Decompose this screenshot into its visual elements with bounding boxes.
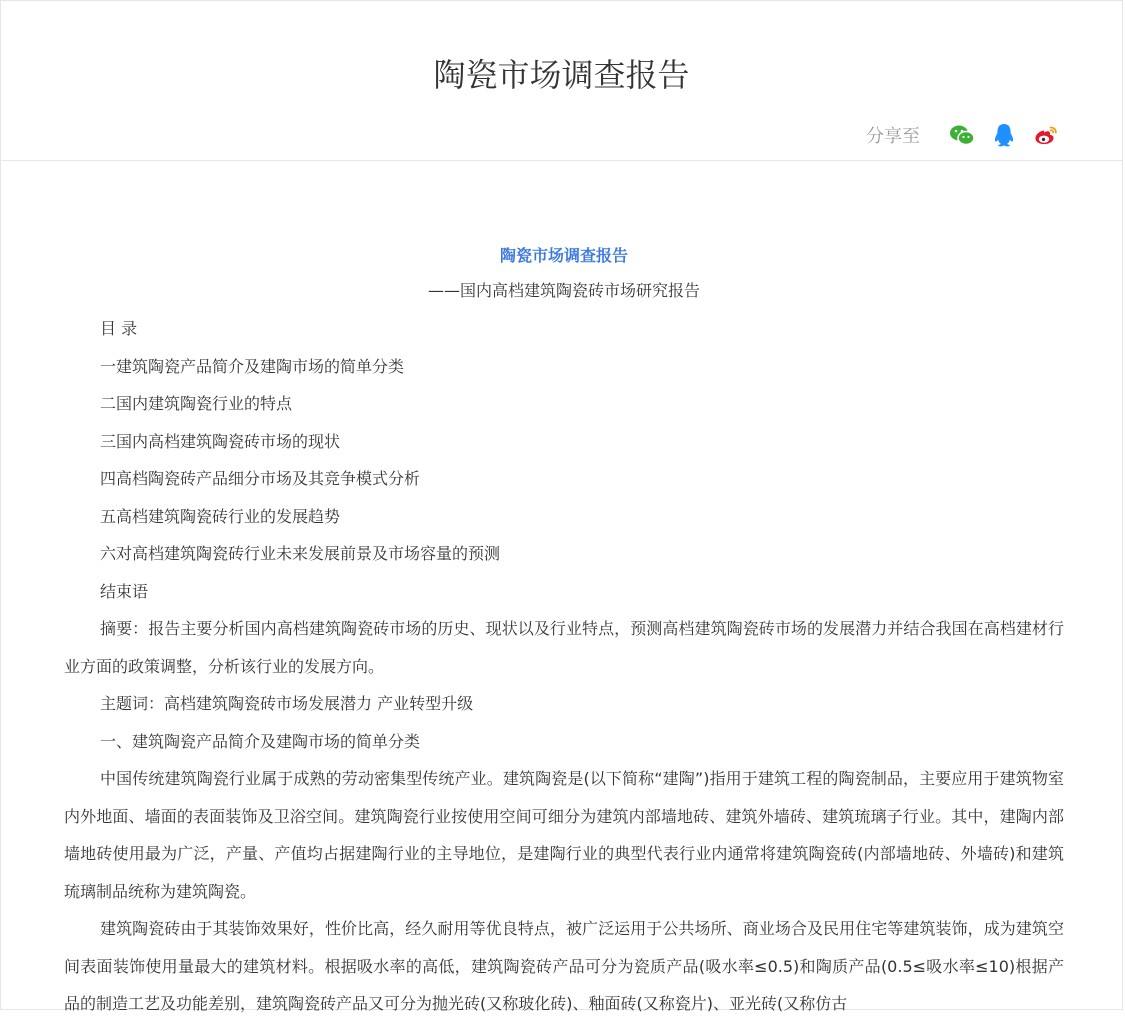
wechat-icon[interactable] (948, 121, 976, 149)
qq-icon[interactable] (990, 121, 1018, 149)
toc-item: 五高档建筑陶瓷砖行业的发展趋势 (100, 506, 341, 526)
toc-item: 三国内高档建筑陶瓷砖市场的现状 (100, 431, 341, 451)
section-heading: 一、建筑陶瓷产品简介及建陶市场的简单分类 (100, 731, 421, 751)
article-title: 陶瓷市场调查报告 (499, 246, 628, 265)
toc-item: 四高档陶瓷砖产品细分市场及其竞争模式分析 (100, 469, 421, 488)
share-bar (866, 119, 1060, 151)
page-header (1, 1, 1122, 161)
weibo-icon[interactable] (1032, 121, 1060, 149)
toc-item: 结束语 (100, 581, 149, 601)
toc-item: 一建筑陶瓷产品简介及建陶市场的简单分类 (100, 356, 405, 376)
toc-heading: 目 录 (100, 319, 138, 338)
toc-item: 二国内建筑陶瓷行业的特点 (100, 394, 293, 413)
abstract-paragraph: 摘要：报告主要分析国内高档建筑陶瓷砖市场的历史、现状以及行业特点，预测高档建筑陶瓷砖市场的发展潜力并结合我国在高档建材行业方面的政策调整，分析该行业的发展方向。 (64, 619, 1064, 676)
body-paragraph: 中国传统建筑陶瓷行业属于成熟的劳动密集型传统产业。建筑陶瓷是(以下简称“建陶”)指用于建筑工程的陶瓷制品，主要应用于建筑物室内外地面、墙面的表面装饰及卫浴空间。建筑陶瓷行业按使用空间可细分为建筑内部墙地砖、建筑外墙砖、建筑琉璃子行业。其中，建陶内部墙地砖使用最为广泛，产量、产值均占据建陶行业的主导地位，是建陶行业的典型代表行业内通常将建筑陶瓷砖(内部墙地砖、外墙砖)和建筑琉璃制品统称为建筑陶瓷。 (64, 769, 1064, 901)
page-title: 陶瓷市场调查报告 (433, 56, 690, 94)
article-body (64, 161, 1064, 1023)
body-paragraph: 建筑陶瓷砖由于其装饰效果好，性价比高，经久耐用等优良特点，被广泛运用于公共场所、商业场合及民用住宅等建筑装饰，成为建筑空间表面装饰使用量最大的建筑材料。根据吸水率的高低，建筑陶瓷砖产品可分为瓷质产品(吸水率≤0.5)和陶质产品(0.5≤吸水率≤10)根据产品的制造工艺及功能差别，建筑陶瓷砖产品又可分为抛光砖(又称玻化砖)、釉面砖(又称瓷片)、亚光砖(又称仿古 (64, 919, 1064, 1013)
keywords-line: 主题词：高档建筑陶瓷砖市场发展潜力 产业转型升级 (100, 694, 474, 713)
toc-item: 六对高档建筑陶瓷砖行业未来发展前景及市场容量的预测 (100, 544, 501, 563)
article-subtitle: ——国内高档建筑陶瓷砖市场研究报告 (427, 281, 700, 300)
share-label: 分享至 (866, 126, 920, 147)
